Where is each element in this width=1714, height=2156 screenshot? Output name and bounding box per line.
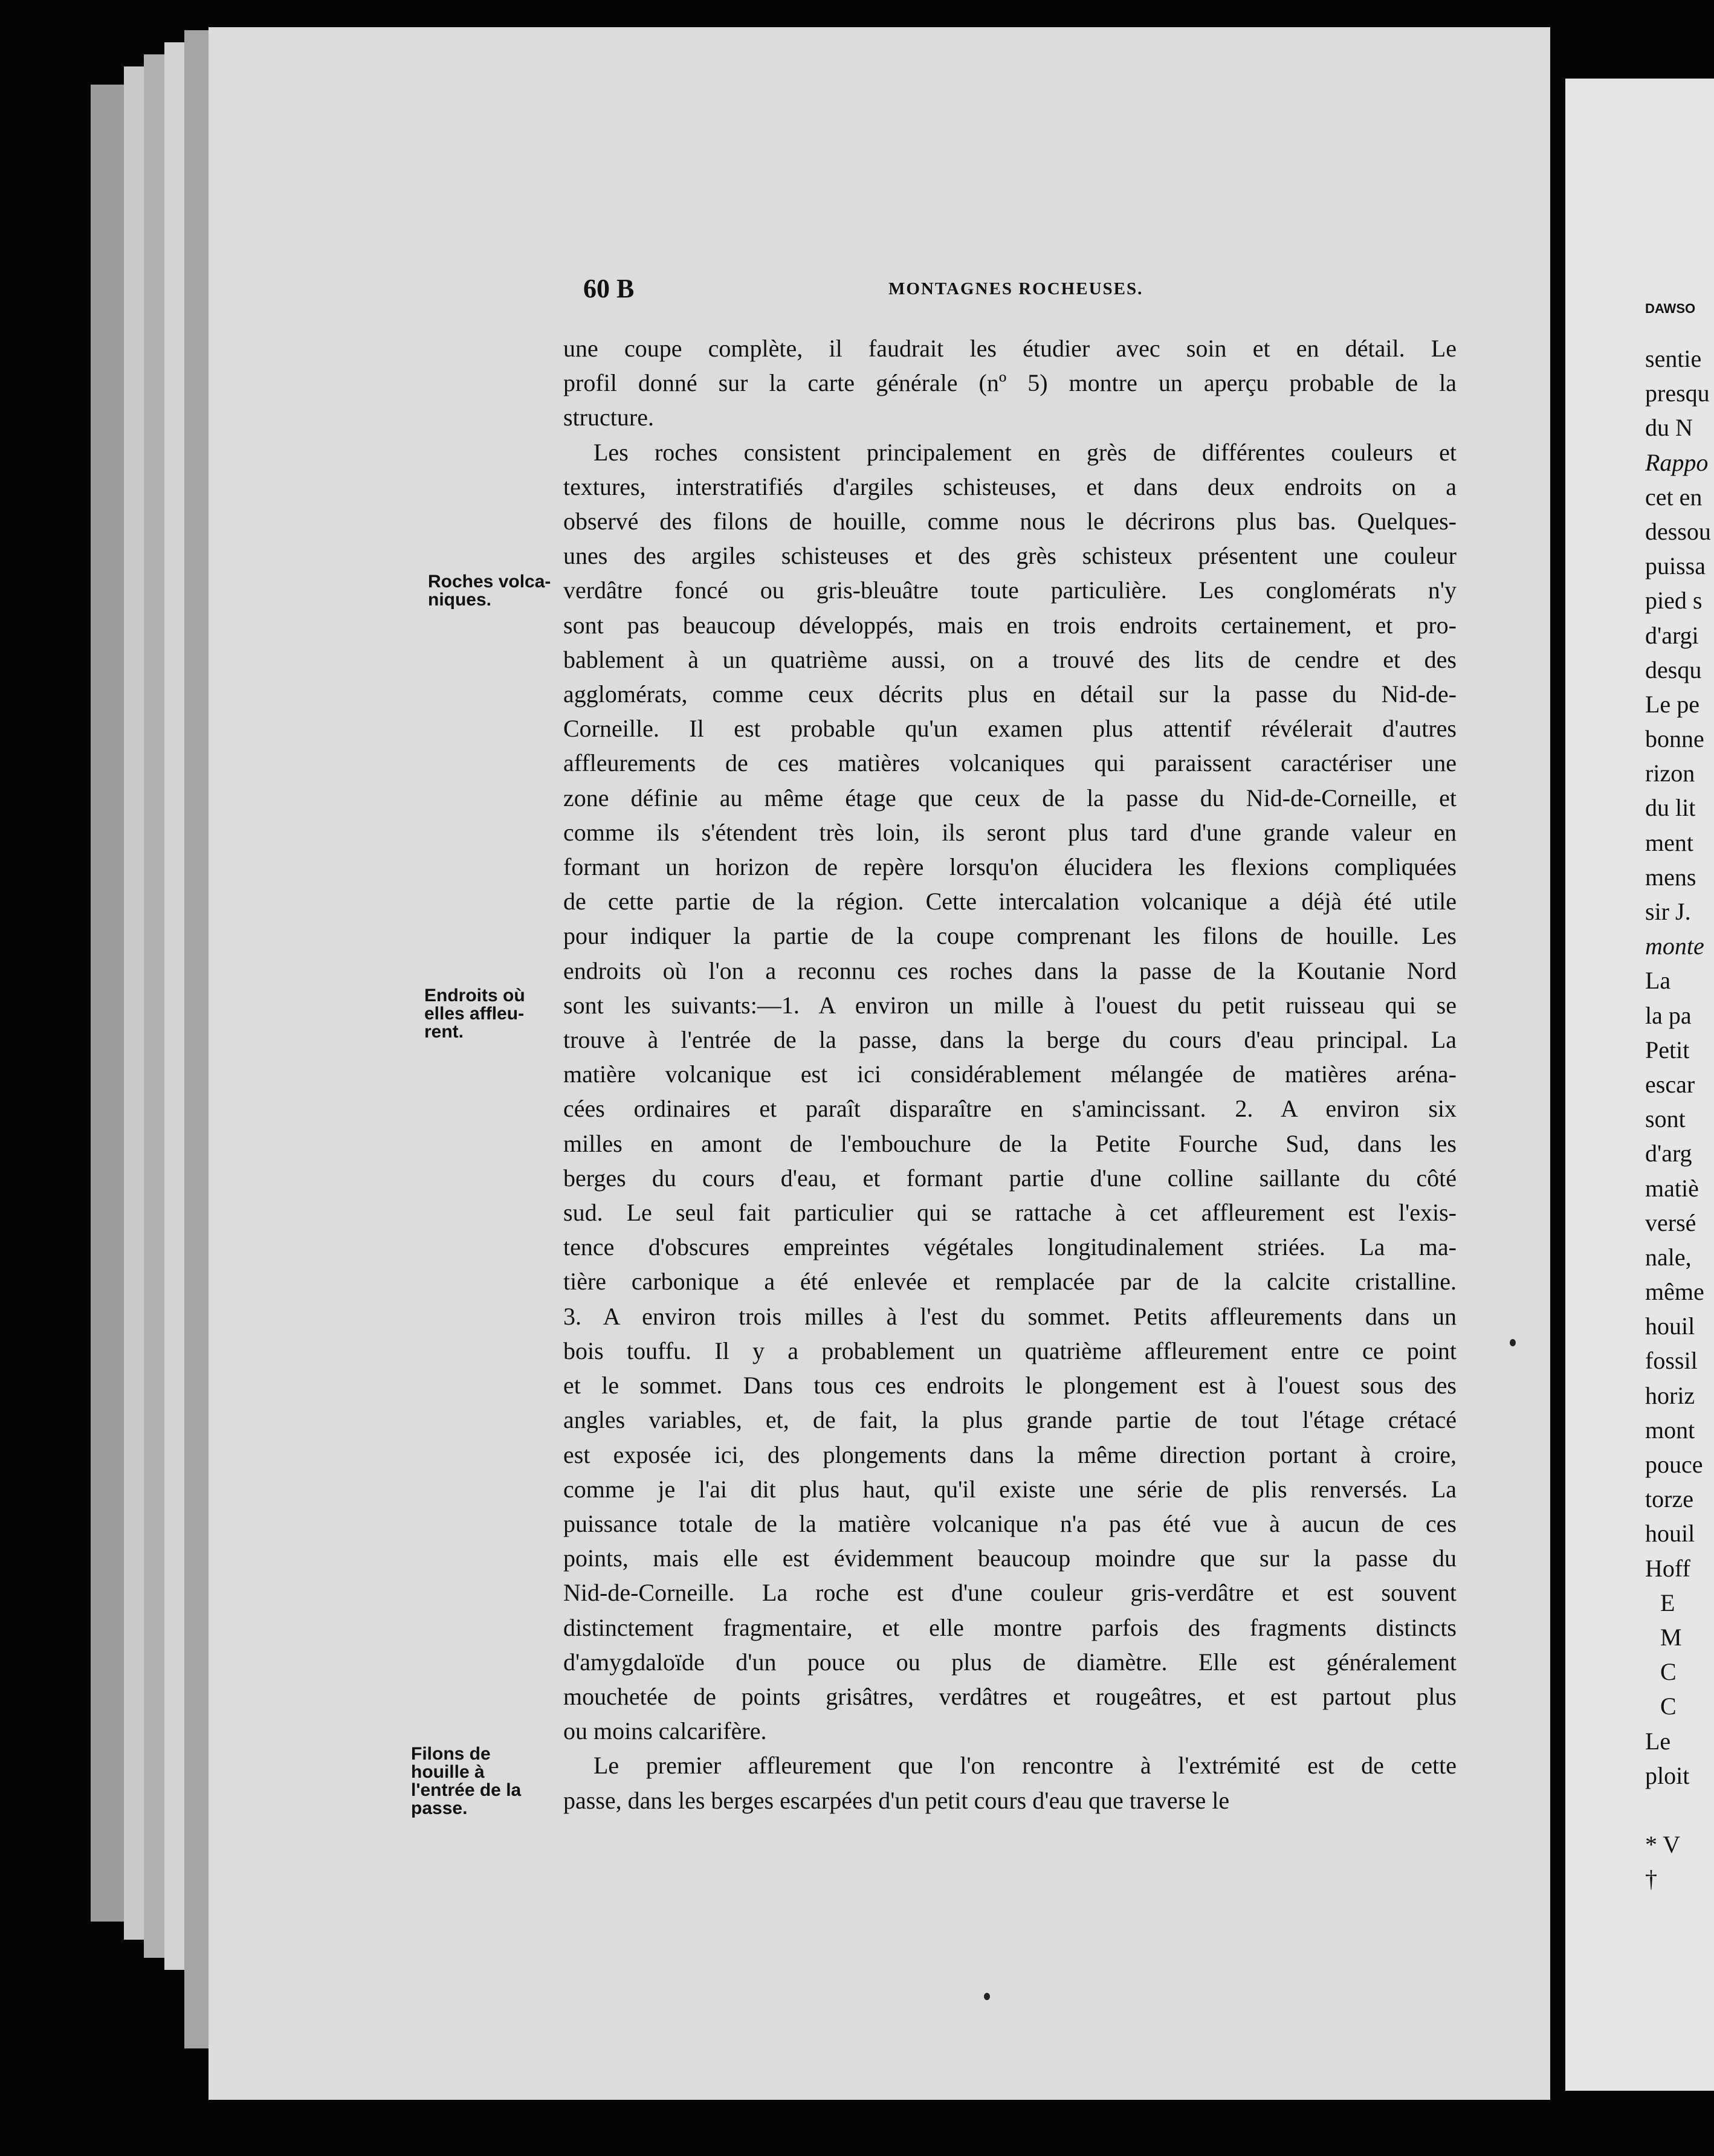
text-line: verdâtre foncé ou gris-bleuâtre toute particulière. Les conglomérats n'y bbox=[563, 576, 1457, 604]
right-page-line: sir J. bbox=[1645, 898, 1691, 925]
text-line: textures, interstratifiés d'argiles schisteuses, et dans deux endroits on a bbox=[563, 473, 1457, 500]
text-line: 3. A environ trois milles à l'est du sommet. Petits affleurements dans un bbox=[563, 1302, 1457, 1330]
right-page-line: desqu bbox=[1645, 656, 1702, 683]
text-line: Corneille. Il est probable qu'un examen plus attentif révélerait d'autres bbox=[563, 715, 1457, 743]
text-line: pour indiquer la partie de la coupe comprenant les filons de houille. Les bbox=[563, 922, 1457, 950]
right-page-line: Hoff bbox=[1645, 1554, 1690, 1582]
right-page-line: nale, bbox=[1645, 1243, 1692, 1271]
right-page-line: Petit bbox=[1645, 1036, 1690, 1063]
right-page-line: * V bbox=[1645, 1831, 1681, 1859]
text-line: Nid-de-Corneille. La roche est d'une couleur gris-verdâtre et est souvent bbox=[563, 1579, 1457, 1607]
right-page-line: pied s bbox=[1645, 587, 1703, 615]
text-line: tence d'obscures empreintes végétales longitudinalement striées. La ma- bbox=[563, 1233, 1457, 1261]
text-line: Le premier affleurement que l'on rencontre à l'extrémité est de cette bbox=[593, 1752, 1457, 1780]
right-page-line: houil bbox=[1645, 1312, 1695, 1340]
text-line: milles en amont de l'embouchure de la Petite Fourche Sud, dans les bbox=[563, 1129, 1457, 1157]
right-page-line: La bbox=[1645, 967, 1671, 995]
text-line: trouve à l'entrée de la passe, dans la berge du cours d'eau principal. La bbox=[563, 1026, 1457, 1054]
right-page-line: Le bbox=[1645, 1727, 1671, 1755]
right-page-line: ment bbox=[1645, 828, 1693, 856]
right-page-line: dessou bbox=[1645, 517, 1711, 545]
ink-spot bbox=[1510, 1339, 1516, 1346]
text-line: unes des argiles schisteuses et des grès schisteux présentent une couleur bbox=[563, 542, 1457, 570]
text-line: et le sommet. Dans tous ces endroits le plongement est à l'ouest sous des bbox=[563, 1372, 1457, 1399]
margin-note-line: niques. bbox=[428, 590, 492, 610]
page-number: 60 B bbox=[583, 274, 635, 303]
right-page-line: sentie bbox=[1645, 345, 1702, 372]
right-page-line: du lit bbox=[1645, 794, 1696, 822]
right-page-line: horiz bbox=[1645, 1381, 1695, 1409]
margin-note-line: Filons de bbox=[411, 1744, 491, 1764]
margin-note-roches bbox=[428, 573, 561, 609]
right-page-line: † bbox=[1645, 1865, 1657, 1893]
text-line: comme je l'ai dit plus haut, qu'il existe une série de plis renversés. La bbox=[563, 1475, 1457, 1503]
running-title: MONTAGNES ROCHEUSES. bbox=[888, 279, 1143, 299]
page-edge bbox=[91, 85, 127, 1922]
text-line: sud. Le seul fait particulier qui se rattache à cet affleurement est l'exis- bbox=[563, 1199, 1457, 1227]
right-page-line: pouce bbox=[1645, 1451, 1703, 1478]
text-line: sont les suivants:—1. A environ un mille à l'ouest du petit ruisseau qui se bbox=[563, 991, 1457, 1019]
text-line: distinctement fragmentaire, et elle montre parfois des fragments distincts bbox=[563, 1613, 1457, 1641]
margin-note-line: passe. bbox=[411, 1798, 468, 1818]
text-line: endroits où l'on a reconnu ces roches dans la passe de la Koutanie Nord bbox=[563, 957, 1457, 984]
right-page-line: houil bbox=[1645, 1520, 1695, 1548]
right-page-line: torze bbox=[1645, 1485, 1693, 1513]
right-page-line: d'argi bbox=[1645, 621, 1699, 649]
right-page-line: C bbox=[1660, 1693, 1677, 1720]
right-page-line: rizon bbox=[1645, 760, 1695, 787]
margin-note-line: elles affleu- bbox=[424, 1004, 525, 1024]
right-page-line: la pa bbox=[1645, 1001, 1692, 1029]
right-page-line: cet en bbox=[1645, 483, 1703, 511]
right-page-line: E bbox=[1660, 1589, 1675, 1616]
margin-note-endroits bbox=[424, 987, 557, 1041]
text-line: berges du cours d'eau, et formant partie d'une colline saillante du côté bbox=[563, 1164, 1457, 1192]
right-page-line: M bbox=[1660, 1623, 1682, 1651]
right-page-line: monte bbox=[1645, 932, 1704, 960]
text-line: affleurements de ces matières volcaniques qui paraissent caractériser une bbox=[563, 749, 1457, 777]
right-page-line: presqu bbox=[1645, 379, 1710, 407]
right-page-line: bonne bbox=[1645, 725, 1704, 753]
text-line: puissance totale de la matière volcanique n'a pas été vue à aucun de ces bbox=[563, 1509, 1457, 1537]
right-page-line: Le pe bbox=[1645, 690, 1699, 718]
margin-note-filons bbox=[411, 1745, 550, 1818]
margin-note-line: l'entrée de la bbox=[411, 1780, 522, 1800]
right-page-line: C bbox=[1660, 1658, 1677, 1686]
right-page-line: matiè bbox=[1645, 1174, 1699, 1202]
text-line: d'amygdaloïde d'un pouce ou plus de diamètre. Elle est généralement bbox=[563, 1648, 1457, 1676]
text-line: comme ils s'étendent très loin, ils seront plus tard d'une grande valeur en bbox=[563, 818, 1457, 846]
right-page-line: puissa bbox=[1645, 552, 1706, 580]
text-line: bablement à un quatrième aussi, on a trouvé des lits de cendre et des bbox=[563, 645, 1457, 673]
text-line: matière volcanique est ici considérablement mélangée de matières aréna- bbox=[563, 1060, 1457, 1088]
text-line: observé des filons de houille, comme nous le décrirons plus bas. Quelques- bbox=[563, 508, 1457, 535]
margin-note-line: houille à bbox=[411, 1762, 485, 1782]
text-line: une coupe complète, il faudrait les étudier avec soin et en détail. Le bbox=[563, 335, 1457, 362]
right-page-header: DAWSO bbox=[1645, 301, 1696, 316]
right-page-line: du N bbox=[1645, 414, 1693, 442]
page-edge bbox=[184, 30, 212, 2048]
margin-note-line: Endroits où bbox=[424, 986, 525, 1005]
right-page-line: ploit bbox=[1645, 1761, 1690, 1789]
text-line: de cette partie de la région. Cette intercalation volcanique a déjà été utile bbox=[563, 888, 1457, 915]
text-line: angles variables, et, de fait, la plus grande partie de tout l'étage crétacé bbox=[563, 1406, 1457, 1434]
body-text bbox=[563, 331, 1457, 1818]
right-page-line: fossil bbox=[1645, 1347, 1698, 1375]
text-line: Les roches consistent principalement en grès de différentes couleurs et bbox=[593, 438, 1457, 466]
text-line: est exposée ici, des plongements dans la même direction portant à croire, bbox=[563, 1441, 1457, 1468]
right-page-line: sont bbox=[1645, 1105, 1686, 1133]
right-page-line: même bbox=[1645, 1278, 1704, 1306]
right-page-text bbox=[1645, 341, 1714, 1896]
text-line: sont pas beaucoup développés, mais en trois endroits certainement, et pro- bbox=[563, 611, 1457, 639]
right-page-line: mens bbox=[1645, 863, 1696, 891]
text-line: bois touffu. Il y a probablement un quatrième affleurement entre ce point bbox=[563, 1337, 1457, 1364]
text-line: tière carbonique a été enlevée et remplacée par de la calcite cristalline. bbox=[563, 1268, 1457, 1296]
right-page-line: versé bbox=[1645, 1209, 1696, 1236]
text-line: cées ordinaires et paraît disparaître en s'amincissant. 2. A environ six bbox=[563, 1095, 1457, 1123]
text-line: ou moins calcarifère. bbox=[563, 1717, 767, 1745]
text-line: passe, dans les berges escarpées d'un petit cours d'eau que traverse le bbox=[563, 1786, 1230, 1814]
right-page-line: Rappo bbox=[1645, 448, 1709, 476]
margin-note-line: Roches volca- bbox=[428, 572, 551, 592]
text-line: formant un horizon de repère lorsqu'on élucidera les flexions compliquées bbox=[563, 853, 1457, 881]
ink-spot bbox=[984, 1993, 990, 2000]
text-line: profil donné sur la carte générale (nº 5) montre un aperçu probable de la bbox=[563, 369, 1457, 397]
text-line: points, mais elle est évidemment beaucoup moindre que sur la passe du bbox=[563, 1544, 1457, 1572]
margin-note-line: rent. bbox=[424, 1022, 464, 1042]
right-page-line: escar bbox=[1645, 1070, 1695, 1098]
text-line: mouchetée de points grisâtres, verdâtres et rougeâtres, et est partout plus bbox=[563, 1682, 1457, 1710]
text-line: structure. bbox=[563, 404, 654, 431]
text-line: zone définie au même étage que ceux de la passe du Nid-de-Corneille, et bbox=[563, 784, 1457, 812]
right-page-line bbox=[1645, 1793, 1714, 1827]
right-page-line: d'arg bbox=[1645, 1140, 1692, 1167]
right-page-line: mont bbox=[1645, 1416, 1695, 1444]
text-line: agglomérats, comme ceux décrits plus en détail sur la passe du Nid-de- bbox=[563, 680, 1457, 708]
